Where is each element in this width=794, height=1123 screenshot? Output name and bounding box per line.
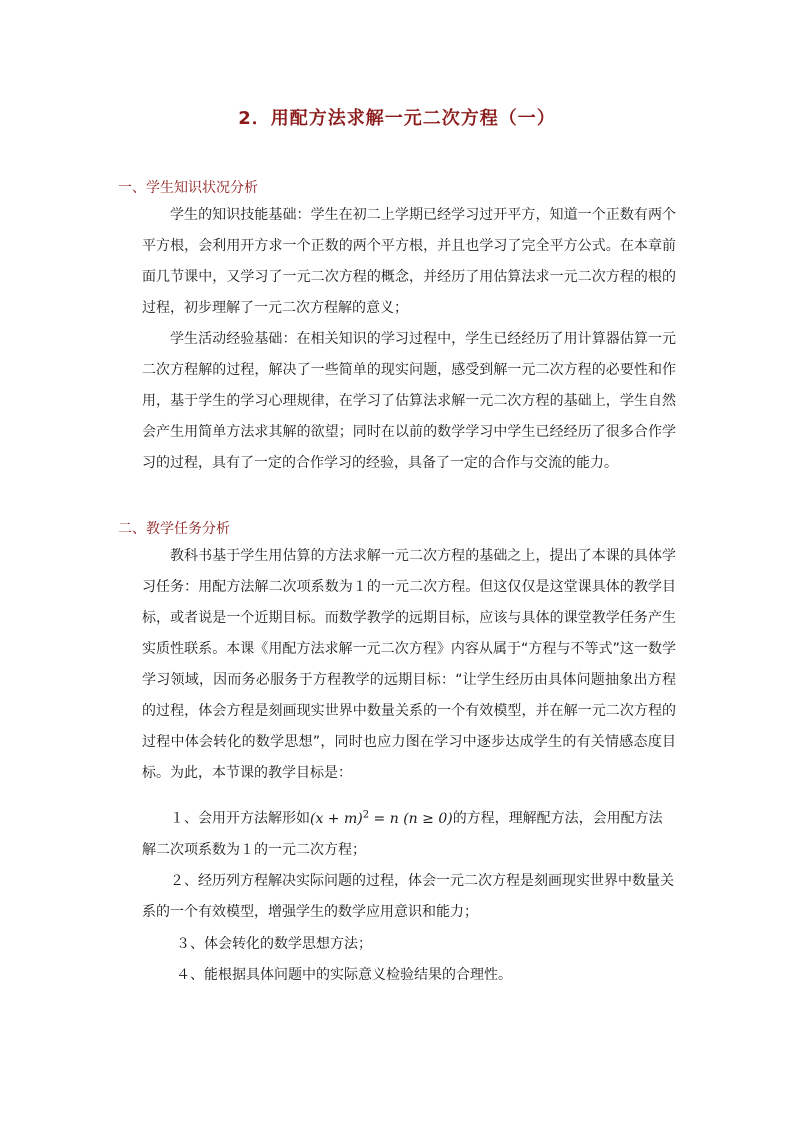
objective-1-suffix: 的方程，理解配方法，会用配方法解二次项系数为１的一元二次方程； [142, 810, 663, 858]
objective-1-formula: $(x + m)^2 = n$ (n ≥ 0) [310, 809, 453, 827]
objective-item-4: ４、能根据具体问题中的实际意义检验结果的合理性。 [176, 967, 512, 983]
objective-item-2: ２、经历列方程解决实际问题的过程，体会一元二次方程是刻画现实世界中数量关系的一个有效模型，增强学生的数学应用意识和能力； [142, 873, 674, 920]
objective-item-1 [142, 799, 676, 866]
paragraph-knowledge-base: 学生的知识技能基础：学生在初二上学期已经学习过开平方，知道一个正数有两个平方根，会利用开方求一个正数的两个平方根，并且也学习了完全平方公式。在本章前面几节课中，又学习了一元二次方程的概念，并经历了用估算法求一元二次方程的根的过程，初步理解了一元二次方程解的意义； [142, 207, 676, 316]
document-title: 2．用配方法求解一元二次方程（一） [238, 108, 556, 129]
paragraph-activity-experience: 学生活动经验基础：在相关知识的学习过程中，学生已经经历了用计算器估算一元二次方程解的过程，解决了一些简单的现实问题，感受到解一元二次方程的必要性和作用，基于学生的学习心理规律，在学习了估算法求解一元二次方程的基础上，学生自然会产生用简单方法求其解的欲望；同时在以前的数学学习中学生已经经历了很多合作学习的过程，具有了一定的合作学习的经验，具备了一定的合作与交流的能力。 [142, 331, 676, 471]
section-heading-task-analysis: 二、教学任务分析 [118, 521, 230, 537]
paragraph-task-analysis: 教科书基于学生用估算的方法求解一元二次方程的基础之上，提出了本课的具体学习任务：用配方法解二次项系数为１的一元二次方程。但这仅仅是这堂课具体的教学目标，或者说是一个近期目标。而数学教学的远期目标，应该与具体的课堂教学任务产生实质性联系。本课《用配方法求解一元二次方程》内容从属于“方程与不等式”这一数学学习领域，因而务必服务于方程教学的远期目标：“让学生经历由具体问题抽象出方程的过程，体会方程是刻画现实世界中数量关系的一个有效模型，并在解一元二次方程的过程中体会转化的数学思想”，同时也应力图在学习中逐步达成学生的有关情感态度目标。为此，本节课的教学目标是： [142, 548, 676, 781]
objective-item-3: ３、体会转化的数学思想方法； [176, 936, 372, 952]
section-heading-student-analysis: 一、学生知识状况分析 [118, 180, 258, 196]
objective-1-prefix: １、会用开方法解形如 [170, 810, 310, 827]
